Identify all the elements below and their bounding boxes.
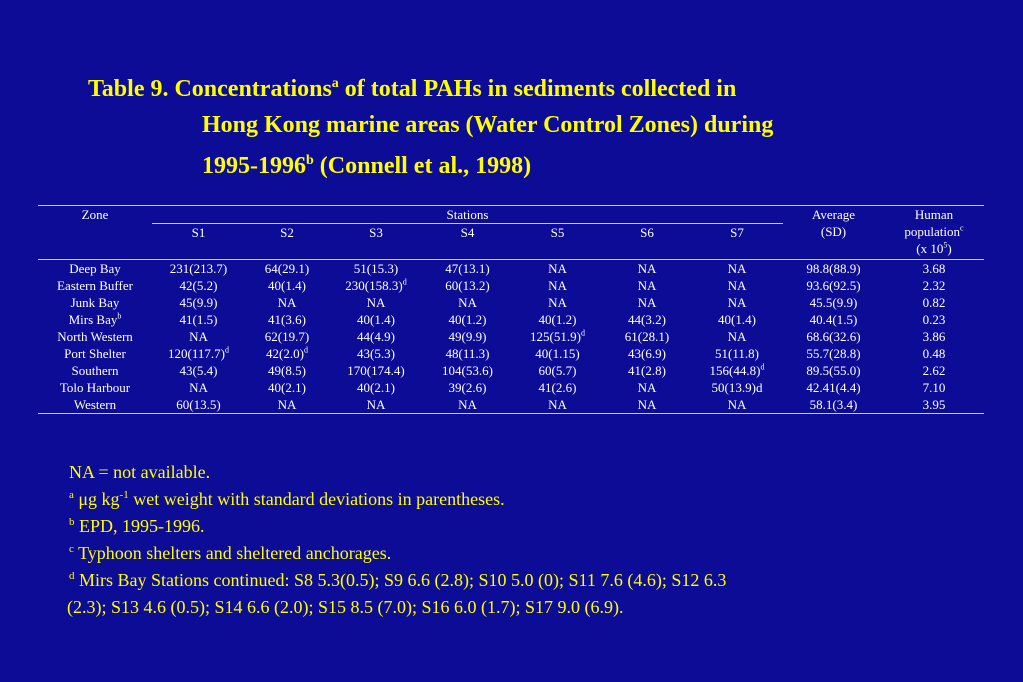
station-value-cell: [512, 345, 603, 362]
station-value-cell: [691, 328, 783, 345]
station-value-cell: [245, 277, 329, 294]
station-label: S2: [280, 225, 294, 240]
station-value: 40(2.1): [268, 380, 306, 395]
zone-name: Tolo Harbour: [59, 380, 131, 395]
population-cell: 3.68: [922, 261, 946, 276]
station-value-cell: [603, 379, 691, 396]
station-value-cell: [691, 345, 783, 362]
station-value: 41(2.6): [538, 380, 577, 395]
note-b: [69, 513, 969, 540]
station-value-cell: [691, 396, 783, 414]
station-value-cell: [423, 311, 512, 328]
footnote-marker: b: [69, 516, 75, 528]
exponent: -1: [119, 489, 129, 501]
station-value: NA: [458, 397, 477, 412]
station-value-cell: [691, 260, 783, 278]
station-value-cell: [512, 260, 603, 278]
station-value: 49(8.5): [268, 363, 306, 378]
population-cell: 0.48: [922, 346, 946, 361]
population-cell: 0.82: [922, 295, 946, 310]
human-header-line: ): [947, 241, 952, 256]
zone-name: Eastern Buffer: [57, 278, 133, 293]
zone-cell: [38, 345, 152, 362]
station-value-cell: [152, 260, 245, 278]
station-value-cell: [603, 277, 691, 294]
station-value: NA: [189, 329, 208, 344]
station-value: NA: [366, 295, 386, 310]
station-value-cell: [423, 379, 512, 396]
footnote-marker: a: [69, 489, 74, 501]
table-row: [38, 260, 984, 278]
station-value-cell: [152, 345, 245, 362]
station-value-cell: [245, 396, 329, 414]
station-value: 64(29.1): [264, 261, 310, 276]
population-cell: 3.95: [884, 396, 984, 414]
footnote-marker: d: [303, 345, 308, 355]
station-value: 60(5.7): [538, 363, 577, 378]
title-line-1: [88, 76, 736, 102]
note-na: NA = not available.: [69, 462, 211, 482]
station-value-cell: [329, 260, 423, 278]
station-value: NA: [189, 380, 208, 395]
station-value: 41(3.6): [268, 312, 306, 327]
station-value-cell: [512, 311, 603, 328]
station-value: 43(5.4): [179, 363, 218, 378]
average-cell: 98.8(88.9): [806, 261, 861, 276]
station-value-cell: [423, 294, 512, 311]
station-label: S3: [369, 225, 383, 240]
station-label: S4: [460, 225, 475, 240]
station-value-cell: [512, 328, 603, 345]
station-value-cell: [603, 260, 691, 278]
station-value-cell: [423, 345, 512, 362]
station-value: 47(13.1): [445, 261, 490, 276]
station-value-cell: [423, 328, 512, 345]
footnote-marker: d: [69, 570, 75, 582]
station-value-cell: [329, 379, 423, 396]
page-title: [88, 66, 968, 184]
station-value: 156(44.8): [709, 363, 761, 378]
zone-name: Junk Bay: [70, 295, 120, 310]
table-row: [38, 396, 984, 414]
station-value: 39(2.6): [448, 380, 487, 395]
station-value-cell: [691, 277, 783, 294]
station-value: 104(53.6): [442, 363, 493, 378]
station-value-cell: [603, 294, 691, 311]
station-value: 40(1.2): [448, 312, 487, 327]
station-value: 40(1.4): [718, 312, 756, 327]
average-header-line: Average: [811, 207, 856, 222]
human-header-line: (x 10: [916, 241, 944, 256]
header-row: [38, 206, 984, 224]
station-value: NA: [458, 295, 477, 310]
station-value: NA: [548, 261, 567, 276]
station-value: 120(117.7): [168, 346, 225, 361]
station-value: 40(1.4): [357, 312, 395, 327]
average-header: [783, 206, 884, 260]
footnote-marker: b: [117, 311, 122, 321]
zone-name: Deep Bay: [69, 261, 121, 276]
station-value-cell: [512, 294, 603, 311]
table-row: [38, 328, 984, 345]
station-value: NA: [548, 397, 567, 412]
station-value-cell: [152, 396, 245, 414]
station-value: NA: [637, 295, 657, 310]
station-value: 50(13.9)d: [711, 380, 763, 395]
human-header-line: population: [904, 224, 961, 239]
zone-cell: [38, 328, 152, 345]
footnote-marker: d: [580, 328, 585, 338]
station-value-cell: [603, 328, 691, 345]
station-value: 44(4.9): [357, 329, 395, 344]
station-value: NA: [727, 329, 747, 344]
zone-cell: [38, 379, 152, 396]
station-value: NA: [727, 397, 747, 412]
population-cell: 7.10: [922, 380, 946, 395]
zone-name: Western: [73, 397, 117, 412]
mu-symbol: μ: [78, 489, 89, 509]
pah-table: [38, 205, 984, 414]
footnote-marker: d: [760, 362, 765, 372]
station-value: 44(3.2): [628, 312, 666, 327]
station-value-cell: [603, 311, 691, 328]
footnote-marker: a: [331, 76, 339, 91]
station-value-cell: [603, 362, 691, 379]
station-value: NA: [548, 295, 567, 310]
table-row: [38, 345, 984, 362]
zone-name: Port Shelter: [64, 346, 126, 361]
station-value-cell: [512, 277, 603, 294]
note-d-continued: (2.3); S13 4.6 (0.5); S14 6.6 (2.0); S15 8.5 (7.0); S16 6.0 (1.7); S17 9.0 (6.9).: [67, 597, 624, 617]
station-value-cell: [329, 277, 423, 294]
station-value: NA: [366, 397, 386, 412]
station-value-cell: [603, 345, 691, 362]
stations-header: Stations: [152, 206, 783, 224]
table-row: [38, 311, 984, 328]
station-value-cell: [329, 396, 423, 414]
zone-cell: [38, 277, 152, 294]
zone-name: North Western: [57, 329, 133, 344]
average-cell: 40.4(1.5): [809, 312, 858, 327]
average-header-line: (SD): [820, 224, 847, 239]
station-value-cell: [245, 260, 329, 278]
footnote-marker: d: [224, 345, 229, 355]
title-text: (Connell et al., 1998): [313, 153, 532, 179]
station-value-cell: [423, 260, 512, 278]
zone-name: Mirs Bay: [68, 312, 118, 327]
footnote-marker: c: [69, 543, 74, 555]
station-value-cell: [691, 362, 783, 379]
station-value: 170(174.4): [347, 363, 405, 378]
average-cell: 93.6(92.5): [806, 278, 861, 293]
table-row: [38, 379, 984, 396]
station-value-cell: [152, 277, 245, 294]
population-cell: 3.86: [922, 329, 946, 344]
station-value: 43(6.9): [628, 346, 666, 361]
station-value-cell: [423, 277, 512, 294]
station-value: 40(1.4): [268, 278, 306, 293]
station-value: NA: [637, 278, 657, 293]
footnote-marker: b: [306, 153, 314, 168]
title-text: of total PAHs in sediments collected in: [338, 76, 737, 102]
zone-name: Southern: [71, 363, 119, 378]
station-value-cell: [329, 311, 423, 328]
station-value: 60(13.2): [445, 278, 490, 293]
zone-header: Zone: [38, 206, 152, 260]
station-value: NA: [637, 380, 657, 395]
station-value: 61(28.1): [624, 329, 670, 344]
station-value: 41(2.8): [628, 363, 666, 378]
zone-cell: [38, 294, 152, 311]
station-value: NA: [637, 397, 657, 412]
station-value: 125(51.9): [530, 329, 581, 344]
footnote-marker: d: [402, 277, 407, 287]
station-value-cell: [423, 396, 512, 414]
station-value-cell: [512, 379, 603, 396]
station-label: S6: [640, 225, 654, 240]
station-value: 49(9.9): [448, 329, 487, 344]
note-c: [69, 540, 969, 567]
station-value-cell: [245, 311, 329, 328]
station-value-cell: [245, 328, 329, 345]
station-value-cell: [329, 328, 423, 345]
station-value: NA: [277, 397, 297, 412]
population-cell: 2.62: [922, 363, 946, 378]
average-cell: 58.1(3.4): [783, 396, 884, 414]
average-cell: 42.41(4.4): [806, 380, 861, 395]
human-header-line: Human: [914, 207, 954, 222]
header-spacer: [152, 242, 783, 260]
station-value-cell: [152, 379, 245, 396]
station-value: 60(13.5): [176, 397, 221, 412]
note-text: Mirs Bay Stations continued: S8 5.3(0.5); S9 6.6 (2.8); S10 5.0 (0); S11 7.6 (4.6); S12 6.3: [74, 570, 727, 590]
station-value-cell: [329, 294, 423, 311]
zone-cell: [38, 362, 152, 379]
note-d: [69, 567, 969, 594]
station-value: 40(1.15): [535, 346, 580, 361]
table-row: [38, 277, 984, 294]
station-value: NA: [277, 295, 297, 310]
station-value: 40(1.2): [538, 312, 577, 327]
station-value: NA: [727, 295, 747, 310]
station-value: 45(9.9): [179, 295, 218, 310]
station-label: S7: [730, 225, 744, 240]
station-value-cell: [245, 379, 329, 396]
station-value: 48(11.3): [445, 346, 490, 361]
station-value: 42(2.0): [266, 346, 304, 361]
station-value-cell: [245, 345, 329, 362]
population-cell: 2.32: [922, 278, 946, 293]
average-cell: 55.7(28.8): [806, 346, 861, 361]
station-value: 51(11.8): [715, 346, 759, 361]
title-text: 1995-1996: [202, 153, 306, 179]
table-row: [38, 362, 984, 379]
average-cell: 45.5(9.9): [809, 295, 858, 310]
station-value-cell: [329, 345, 423, 362]
station-value: 231(213.7): [169, 261, 228, 276]
title-line-3: [88, 143, 968, 184]
title-line-2: Hong Kong marine areas (Water Control Zones) during: [202, 112, 774, 138]
footnote-marker: c: [960, 223, 964, 233]
station-value: NA: [727, 261, 747, 276]
table-body: [38, 260, 984, 414]
note-text: wet weight with standard deviations in parentheses.: [128, 489, 505, 509]
station-value-cell: [512, 362, 603, 379]
note-text: g kg: [88, 489, 120, 509]
zone-cell: [38, 311, 152, 328]
station-value-cell: [691, 294, 783, 311]
population-cell: 0.23: [922, 312, 946, 327]
station-value: 42(5.2): [179, 278, 218, 293]
average-cell: 89.5(55.0): [806, 363, 861, 378]
station-value-cell: [152, 362, 245, 379]
human-population-header: [884, 206, 984, 260]
station-value-cell: [512, 396, 603, 414]
station-value-cell: [152, 311, 245, 328]
station-value: 41(1.5): [179, 312, 218, 327]
station-value: NA: [637, 261, 657, 276]
station-value: 62(19.7): [264, 329, 310, 344]
station-value: 51(15.3): [353, 261, 399, 276]
exponent: 5: [943, 240, 948, 250]
footnotes: [69, 459, 969, 621]
station-label: S5: [550, 225, 565, 240]
station-value: NA: [548, 278, 567, 293]
title-text: Table 9. Concentrations: [88, 76, 332, 102]
note-a: [69, 486, 969, 513]
zone-cell: [38, 396, 152, 414]
station-value: NA: [727, 278, 747, 293]
station-value-cell: [423, 362, 512, 379]
note-text: EPD, 1995-1996.: [74, 516, 205, 536]
station-value-cell: [245, 362, 329, 379]
station-label: S1: [191, 225, 206, 240]
zone-cell: [38, 260, 152, 278]
station-value: 40(2.1): [357, 380, 395, 395]
station-value-cell: [152, 294, 245, 311]
table-row: [38, 294, 984, 311]
station-value-cell: [245, 294, 329, 311]
average-cell: 68.6(32.6): [806, 329, 861, 344]
station-value-cell: [691, 311, 783, 328]
station-value-cell: [691, 379, 783, 396]
station-value-cell: [603, 396, 691, 414]
station-value: 43(5.3): [357, 346, 395, 361]
station-value-cell: [152, 328, 245, 345]
station-value: 230(158.3): [345, 278, 403, 293]
station-value-cell: [329, 362, 423, 379]
note-text: Typhoon shelters and sheltered anchorages.: [73, 543, 392, 563]
